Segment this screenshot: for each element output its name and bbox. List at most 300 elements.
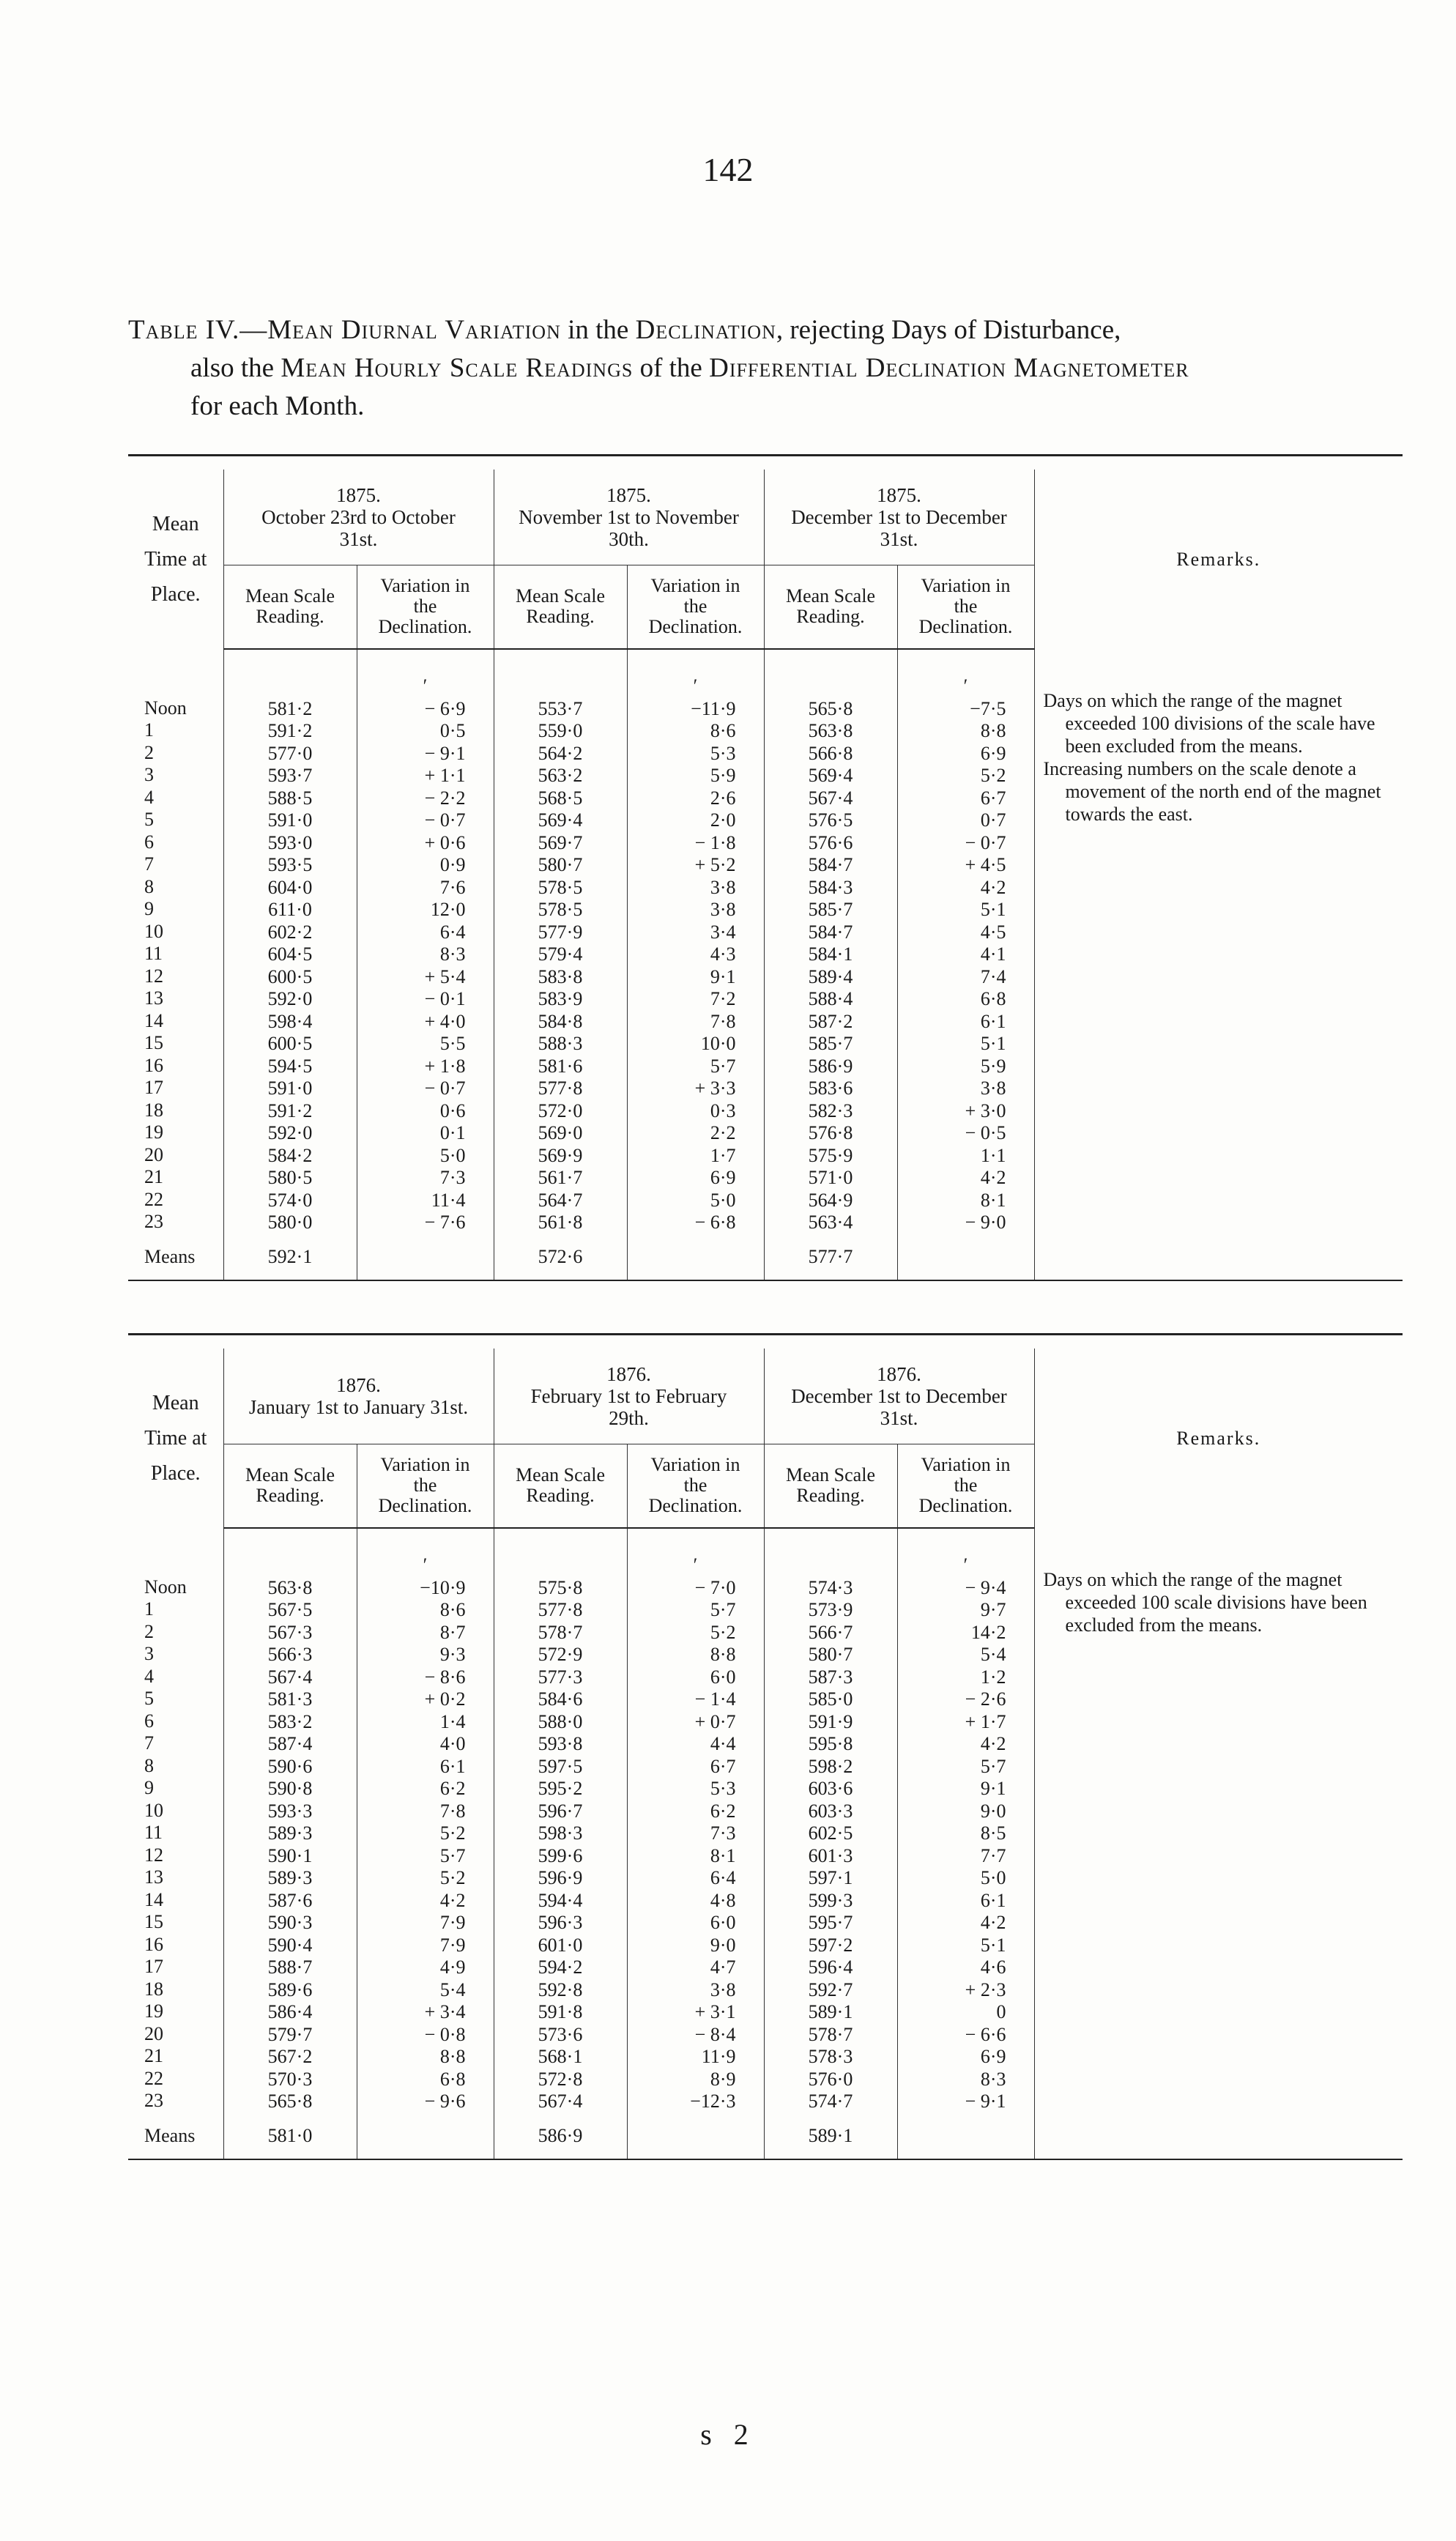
scale-reading-cell: 579·4 (538, 943, 583, 965)
variation-cell: 8·6 (710, 720, 736, 741)
scale-reading-cell: 598·3 (538, 1822, 583, 1844)
scale-reading-cell: 595·2 (538, 1778, 583, 1799)
hour-label: 4 (144, 786, 154, 808)
scale-reading-cell: 597·1 (808, 1867, 853, 1888)
hour-label: 3 (144, 764, 154, 785)
scale-reading-cell: 577·9 (538, 921, 583, 943)
remarks-header: Remarks. (1176, 548, 1261, 570)
variation-cell: 6·9 (710, 1167, 736, 1188)
hour-label: 11 (144, 1822, 163, 1843)
scale-reading-cell: 567·5 (267, 1599, 313, 1620)
scale-reading-cell: 578·5 (538, 899, 583, 920)
scale-reading-cell: 587·2 (808, 1010, 853, 1032)
variation-cell: 5·7 (710, 1055, 736, 1077)
variation-header: Variation in the Declination. (357, 1444, 494, 1528)
variation-cell: 7·2 (710, 988, 736, 1009)
scale-reading-cell: 603·3 (808, 1800, 853, 1822)
scale-reading-cell: 584·7 (808, 854, 853, 875)
hour-label: 1 (144, 719, 154, 741)
mean-value: 572·6 (494, 1234, 627, 1280)
variation-cell: 6·8 (980, 988, 1006, 1009)
variation-cell: 7·3 (710, 1822, 736, 1844)
scale-reading-cell: 589·3 (267, 1822, 313, 1844)
hour-label: 1 (144, 1598, 154, 1620)
variation-cell: − 1·8 (694, 831, 736, 853)
scale-reading-cell: 553·7 (538, 697, 583, 719)
scale-reading-cell: 584·6 (538, 1688, 583, 1710)
variation-cell: 6·7 (710, 1755, 736, 1777)
variation-cell: 5·2 (439, 1822, 466, 1844)
scale-reading-cell: 590·8 (267, 1778, 313, 1799)
variation-cell: 5·4 (439, 1978, 466, 2000)
variation-cell: 5·0 (980, 1867, 1006, 1888)
variation-cell: 1·7 (710, 1144, 736, 1166)
remarks-column (1034, 1528, 1403, 2113)
scale-reading-cell: 591·2 (267, 720, 313, 741)
scale-reading-cell: 572·9 (538, 1644, 583, 1665)
variation-cell: 6·4 (710, 1867, 736, 1888)
scale-reading-cell: 600·5 (267, 1033, 313, 1054)
scale-reading-cell: 588·4 (808, 988, 853, 1009)
variation-cell: 0·1 (439, 1122, 466, 1143)
month-header: 1876. January 1st to January 31st. (223, 1349, 494, 1444)
scale-reading-cell: 598·4 (267, 1010, 313, 1032)
variation-cell: + 1·8 (424, 1055, 466, 1077)
hour-label: 10 (144, 1799, 163, 1821)
scale-reading-cell: 604·5 (267, 943, 313, 965)
scale-reading-cell: 576·6 (808, 831, 853, 853)
variation-cell: 5·5 (439, 1033, 466, 1054)
variation-cell: 5·7 (980, 1755, 1006, 1777)
means-label: Means (128, 1234, 223, 1280)
scale-reading-cell: 585·7 (808, 1033, 853, 1054)
scale-reading-header: Mean Scale Reading. (764, 565, 897, 649)
time-header: Mean Time at Place. (128, 470, 223, 649)
variation-cell: 9·1 (710, 965, 736, 987)
scale-reading-cell: 578·7 (538, 1621, 583, 1643)
scale-reading-cell: 585·0 (808, 1688, 853, 1710)
variation-cell: 7·8 (710, 1010, 736, 1032)
variation-cell: 8·5 (980, 1822, 1006, 1844)
scale-reading-cell: 587·4 (267, 1733, 313, 1754)
variation-cell: 5·2 (439, 1867, 466, 1888)
scale-reading-cell: 564·2 (538, 742, 583, 764)
month-header: 1875. October 23rd to October 31st. (223, 470, 494, 565)
page-footer: s 2 (700, 2418, 756, 2451)
variation-column (627, 1528, 764, 2113)
scale-reading-cell: 578·7 (808, 2023, 853, 2045)
variation-cell: 5·9 (710, 765, 736, 786)
hour-label: 11 (144, 943, 163, 964)
scale-reading-cell: 591·8 (538, 2001, 583, 2022)
scale-reading-cell: 604·0 (267, 876, 313, 898)
variation-cell: 1·4 (439, 1710, 466, 1732)
variation-cell: 8·3 (980, 2068, 1006, 2090)
variation-cell: + 5·2 (694, 854, 736, 875)
variation-cell: 7·7 (980, 1844, 1006, 1866)
hour-label: 5 (144, 809, 154, 830)
scale-reading-cell: 588·7 (267, 1956, 313, 1978)
variation-cell: − 2·2 (424, 787, 466, 809)
scale-reading-cell: 566·7 (808, 1621, 853, 1643)
hour-label: 8 (144, 875, 154, 897)
month-header: 1876. February 1st to February 29th. (494, 1349, 764, 1444)
hour-label: 16 (144, 1054, 163, 1076)
variation-cell: − 9·6 (424, 2091, 466, 2112)
mean-value: 592·1 (223, 1234, 357, 1280)
scale-reading-cell: 591·9 (808, 1710, 853, 1732)
variation-cell: − 0·5 (965, 1122, 1006, 1143)
hour-label: 22 (144, 2067, 163, 2089)
scale-reading-cell: 592·8 (538, 1978, 583, 2000)
scale-reading-cell: 580·5 (267, 1167, 313, 1188)
variation-cell: 2·6 (710, 787, 736, 809)
remark-text: Days on which the range of the magnet exceeded 100 scale divisions have been excluded from the means. (1043, 1569, 1367, 1636)
variation-cell: 6·2 (710, 1800, 736, 1822)
scale-reading-cell: 578·5 (538, 876, 583, 898)
hour-label: 14 (144, 1009, 163, 1031)
scale-reading-cell: 588·3 (538, 1033, 583, 1054)
variation-cell: − 0·7 (424, 1077, 466, 1099)
scale-reading-cell: 576·8 (808, 1122, 853, 1143)
variation-cell: 4·2 (980, 876, 1006, 898)
scale-reading-cell: 598·2 (808, 1755, 853, 1777)
variation-cell: 7·9 (439, 1912, 466, 1933)
scale-reading-cell: 590·1 (267, 1844, 313, 1866)
scale-reading-cell: 599·6 (538, 1844, 583, 1866)
scale-reading-cell: 611·0 (268, 899, 312, 920)
variation-cell: 9·0 (710, 1934, 736, 1956)
variation-cell: + 2·3 (965, 1978, 1006, 2000)
variation-cell: 4·2 (980, 1912, 1006, 1933)
scale-reading-cell: 563·8 (808, 720, 853, 741)
scale-reading-cell: 588·5 (267, 787, 313, 809)
hour-label: 12 (144, 965, 163, 987)
hour-label: 19 (144, 1121, 163, 1143)
hour-label: 3 (144, 1643, 154, 1664)
scale-reading-cell: 561·8 (538, 1212, 583, 1233)
variation-cell: + 0·7 (694, 1710, 736, 1732)
scale-reading-column (764, 1528, 897, 2113)
scale-reading-cell: 584·8 (538, 1010, 583, 1032)
hour-label: 9 (144, 898, 154, 919)
scale-reading-cell: 569·7 (538, 831, 583, 853)
variation-cell: 9·0 (980, 1800, 1006, 1822)
mean-empty (627, 1234, 764, 1280)
minute-mark: ′ (423, 1554, 428, 1576)
caption-line-3: for each Month. (190, 391, 365, 421)
month-header: 1875. December 1st to December 31st. (764, 470, 1034, 565)
scale-reading-cell: 580·0 (267, 1212, 313, 1233)
scale-reading-cell: 596·4 (808, 1956, 853, 1978)
scale-reading-cell: 584·3 (808, 876, 853, 898)
variation-column (357, 649, 494, 1234)
variation-cell: 5·9 (980, 1055, 1006, 1077)
variation-cell: 7·8 (439, 1800, 466, 1822)
hour-label: 20 (144, 2022, 163, 2044)
scale-reading-cell: 592·0 (267, 1122, 313, 1143)
variation-cell: 5·1 (980, 1934, 1006, 1956)
variation-cell: 8·1 (710, 1844, 736, 1866)
variation-cell: 4·7 (710, 1956, 736, 1978)
scale-reading-cell: 569·9 (538, 1144, 583, 1166)
scale-reading-cell: 595·7 (808, 1912, 853, 1933)
variation-header: Variation in the Declination. (627, 565, 764, 649)
scale-reading-cell: 585·7 (808, 899, 853, 920)
scale-reading-cell: 581·2 (267, 697, 313, 719)
scale-reading-cell: 589·1 (808, 2001, 853, 2022)
scale-reading-cell: 587·3 (808, 1666, 853, 1688)
hour-label: 5 (144, 1688, 154, 1709)
scale-reading-header: Mean Scale Reading. (223, 565, 357, 649)
hour-label: 10 (144, 920, 163, 942)
scale-reading-cell: 593·3 (267, 1800, 313, 1822)
hour-label: 22 (144, 1188, 163, 1210)
variation-cell: 6·1 (980, 1010, 1006, 1032)
scale-reading-cell: 597·5 (538, 1755, 583, 1777)
hour-label: 20 (144, 1143, 163, 1165)
variation-cell: 5·0 (710, 1189, 736, 1211)
scale-reading-column (223, 1528, 357, 2113)
variation-cell: 0·9 (439, 854, 466, 875)
scale-reading-cell: 584·1 (808, 943, 853, 965)
variation-cell: 2·2 (710, 1122, 736, 1143)
table-block-1876 (128, 1333, 1403, 2160)
scale-reading-cell: 591·0 (267, 1077, 313, 1099)
variation-cell: 5·1 (980, 1033, 1006, 1054)
variation-cell: + 0·2 (424, 1688, 466, 1710)
hours-column (128, 1528, 223, 2113)
variation-header: Variation in the Declination. (897, 565, 1034, 649)
variation-cell: 4·9 (439, 1956, 466, 1978)
variation-cell: 6·7 (980, 787, 1006, 809)
hours-column (128, 649, 223, 1234)
variation-cell: − 7·0 (694, 1576, 736, 1598)
scale-reading-cell: 571·0 (808, 1167, 853, 1188)
variation-cell: 7·6 (439, 876, 466, 898)
scale-reading-cell: 592·0 (267, 988, 313, 1009)
scale-reading-cell: 577·3 (538, 1666, 583, 1688)
hour-label: 23 (144, 2090, 163, 2111)
table-caption (128, 311, 1403, 426)
variation-cell: 6·4 (439, 921, 466, 943)
variation-cell: − 0·8 (424, 2023, 466, 2045)
remark-text: Days on which the range of the magnet exceeded 100 divisions of the scale have been excluded from the means. (1043, 690, 1375, 757)
scale-reading-cell: 578·3 (808, 2046, 853, 2067)
scale-reading-cell: 575·8 (538, 1576, 583, 1598)
variation-cell: 12·0 (430, 899, 466, 920)
scale-reading-cell: 594·2 (538, 1956, 583, 1978)
variation-cell: 1·2 (980, 1666, 1006, 1688)
minute-mark: ′ (423, 675, 428, 697)
scale-reading-cell: 590·4 (267, 1934, 313, 1956)
scale-reading-cell: 568·5 (538, 787, 583, 809)
variation-cell: 3·4 (710, 921, 736, 943)
variation-cell: 5·2 (710, 1621, 736, 1643)
variation-cell: − 1·4 (694, 1688, 736, 1710)
variation-cell: 9·3 (439, 1644, 466, 1665)
scale-reading-cell: 591·2 (267, 1099, 313, 1121)
hour-label: 12 (144, 1844, 163, 1866)
scale-reading-column (494, 1528, 627, 2113)
variation-cell: − 0·7 (965, 831, 1006, 853)
variation-cell: 7·4 (980, 965, 1006, 987)
scale-reading-cell: 582·3 (808, 1099, 853, 1121)
scale-reading-cell: 563·8 (267, 1576, 313, 1598)
variation-cell: 10·0 (700, 1033, 736, 1054)
hour-label: 15 (144, 1032, 163, 1053)
scale-reading-cell: 564·9 (808, 1189, 853, 1211)
scale-reading-cell: 583·8 (538, 965, 583, 987)
table-block-1875 (128, 454, 1403, 1281)
variation-cell: − 9·1 (965, 2091, 1006, 2112)
hour-label: 6 (144, 1710, 154, 1732)
mean-empty (897, 2113, 1034, 2159)
variation-cell: 8·6 (439, 1599, 466, 1620)
scale-reading-cell: 559·0 (538, 720, 583, 741)
variation-cell: − 9·1 (424, 742, 466, 764)
variation-cell: 7·3 (439, 1167, 466, 1188)
variation-cell: 0·3 (710, 1099, 736, 1121)
scale-reading-cell: 566·8 (808, 742, 853, 764)
hour-label: 18 (144, 1099, 163, 1121)
scale-reading-cell: 589·3 (267, 1867, 313, 1888)
scale-reading-cell: 577·0 (267, 742, 313, 764)
scale-reading-cell: 567·4 (538, 2091, 583, 2112)
variation-cell: 11·4 (431, 1189, 466, 1211)
scale-reading-cell: 584·2 (267, 1144, 313, 1166)
hour-label: 18 (144, 1978, 163, 2000)
scale-reading-cell: 581·3 (267, 1688, 313, 1710)
variation-cell: 0 (996, 2001, 1006, 2022)
variation-column (627, 649, 764, 1234)
scale-reading-cell: 581·6 (538, 1055, 583, 1077)
scale-reading-cell: 580·7 (808, 1644, 853, 1665)
scale-reading-cell: 602·2 (267, 921, 313, 943)
variation-cell: + 1·1 (424, 765, 466, 786)
scale-reading-cell: 574·7 (808, 2091, 853, 2112)
variation-cell: 6·8 (439, 2068, 466, 2090)
hour-label: 7 (144, 853, 154, 875)
hour-label: 17 (144, 1956, 163, 1977)
scale-reading-cell: 573·9 (808, 1599, 853, 1620)
scale-reading-cell: 577·8 (538, 1599, 583, 1620)
variation-cell: − 7·6 (424, 1212, 466, 1233)
scale-reading-cell: 596·9 (538, 1867, 583, 1888)
variation-cell: 6·1 (439, 1755, 466, 1777)
hour-label: 15 (144, 1911, 163, 1932)
scale-reading-cell: 566·3 (267, 1644, 313, 1665)
scale-reading-column (764, 649, 897, 1234)
variation-cell: + 3·3 (694, 1077, 736, 1099)
hour-label: 2 (144, 1620, 154, 1642)
remarks-column (1034, 649, 1403, 1234)
hour-label: 2 (144, 741, 154, 763)
scale-reading-cell: 589·6 (267, 1978, 313, 2000)
variation-cell: − 8·6 (424, 1666, 466, 1688)
scale-reading-header: Mean Scale Reading. (494, 1444, 627, 1528)
variation-cell: + 3·0 (965, 1099, 1006, 1121)
hour-label: 21 (144, 1166, 163, 1187)
mean-value: 589·1 (764, 2113, 897, 2159)
variation-cell: 4·6 (980, 1956, 1006, 1978)
remark-text: Increasing numbers on the scale denote a movement of the north end of the magnet towards the east. (1043, 758, 1381, 825)
variation-cell: 8·8 (980, 720, 1006, 741)
scale-reading-cell: 572·8 (538, 2068, 583, 2090)
variation-cell: 6·9 (980, 742, 1006, 764)
page-number: 142 (702, 151, 754, 188)
variation-cell: 6·2 (439, 1778, 466, 1799)
variation-cell: 4·2 (980, 1733, 1006, 1754)
scale-reading-cell: 567·4 (267, 1666, 313, 1688)
mean-empty (627, 2113, 764, 2159)
caption-line-1: Table IV.—Mean Diurnal Variation in the Declination, rejecting Days of Disturbance, (128, 315, 1121, 345)
variation-cell: + 0·6 (424, 831, 466, 853)
scale-reading-cell: 567·2 (267, 2046, 313, 2067)
variation-header: Variation in the Declination. (897, 1444, 1034, 1528)
minute-mark: ′ (693, 1554, 698, 1576)
scale-reading-cell: 561·7 (538, 1167, 583, 1188)
variation-column (897, 649, 1034, 1234)
scale-reading-cell: 587·6 (267, 1889, 313, 1911)
variation-cell: 6·0 (710, 1666, 736, 1688)
scale-reading-cell: 579·7 (267, 2023, 313, 2045)
variation-cell: −12·3 (690, 2091, 736, 2112)
variation-cell: 4·4 (710, 1733, 736, 1754)
caption-line-2: also the Mean Hourly Scale Readings of the Differential Declination Magnetometer (190, 353, 1189, 383)
scale-reading-cell: 564·7 (538, 1189, 583, 1211)
scale-reading-cell: 596·3 (538, 1912, 583, 1933)
variation-cell: 8·9 (710, 2068, 736, 2090)
hour-label: 6 (144, 831, 154, 853)
variation-cell: −11·9 (691, 697, 736, 719)
hour-label: 13 (144, 987, 163, 1009)
variation-cell: − 6·6 (965, 2023, 1006, 2045)
variation-cell: −7·5 (970, 697, 1006, 719)
hour-label: 14 (144, 1888, 163, 1910)
scale-reading-cell: 586·4 (267, 2001, 313, 2022)
variation-cell: 4·2 (439, 1889, 466, 1911)
scale-reading-cell: 593·5 (267, 854, 313, 875)
variation-cell: 9·7 (980, 1599, 1006, 1620)
scale-reading-cell: 601·3 (808, 1844, 853, 1866)
remarks-header: Remarks. (1176, 1427, 1261, 1449)
variation-cell: − 6·8 (694, 1212, 736, 1233)
variation-cell: − 8·4 (694, 2023, 736, 2045)
scale-reading-column (494, 649, 627, 1234)
variation-cell: 4·5 (980, 921, 1006, 943)
variation-cell: 6·1 (980, 1889, 1006, 1911)
variation-cell: 8·1 (980, 1189, 1006, 1211)
scale-reading-cell: 583·2 (267, 1710, 313, 1732)
scale-reading-cell: 573·6 (538, 2023, 583, 2045)
mean-value: 581·0 (223, 2113, 357, 2159)
variation-cell: − 6·9 (424, 697, 466, 719)
variation-cell: 2·0 (710, 809, 736, 831)
scale-reading-cell: 563·4 (808, 1212, 853, 1233)
variation-cell: 8·7 (439, 1621, 466, 1643)
scale-reading-cell: 576·0 (808, 2068, 853, 2090)
hour-label: Noon (144, 1576, 187, 1598)
remarks-empty (1034, 2113, 1403, 2159)
scale-reading-cell: 567·4 (808, 787, 853, 809)
variation-cell: + 3·1 (694, 2001, 736, 2022)
scale-reading-cell: 594·5 (267, 1055, 313, 1077)
scale-reading-cell: 593·8 (538, 1733, 583, 1754)
scale-reading-cell: 574·0 (267, 1189, 313, 1211)
hour-label: 21 (144, 2045, 163, 2066)
hour-label: 8 (144, 1754, 154, 1776)
